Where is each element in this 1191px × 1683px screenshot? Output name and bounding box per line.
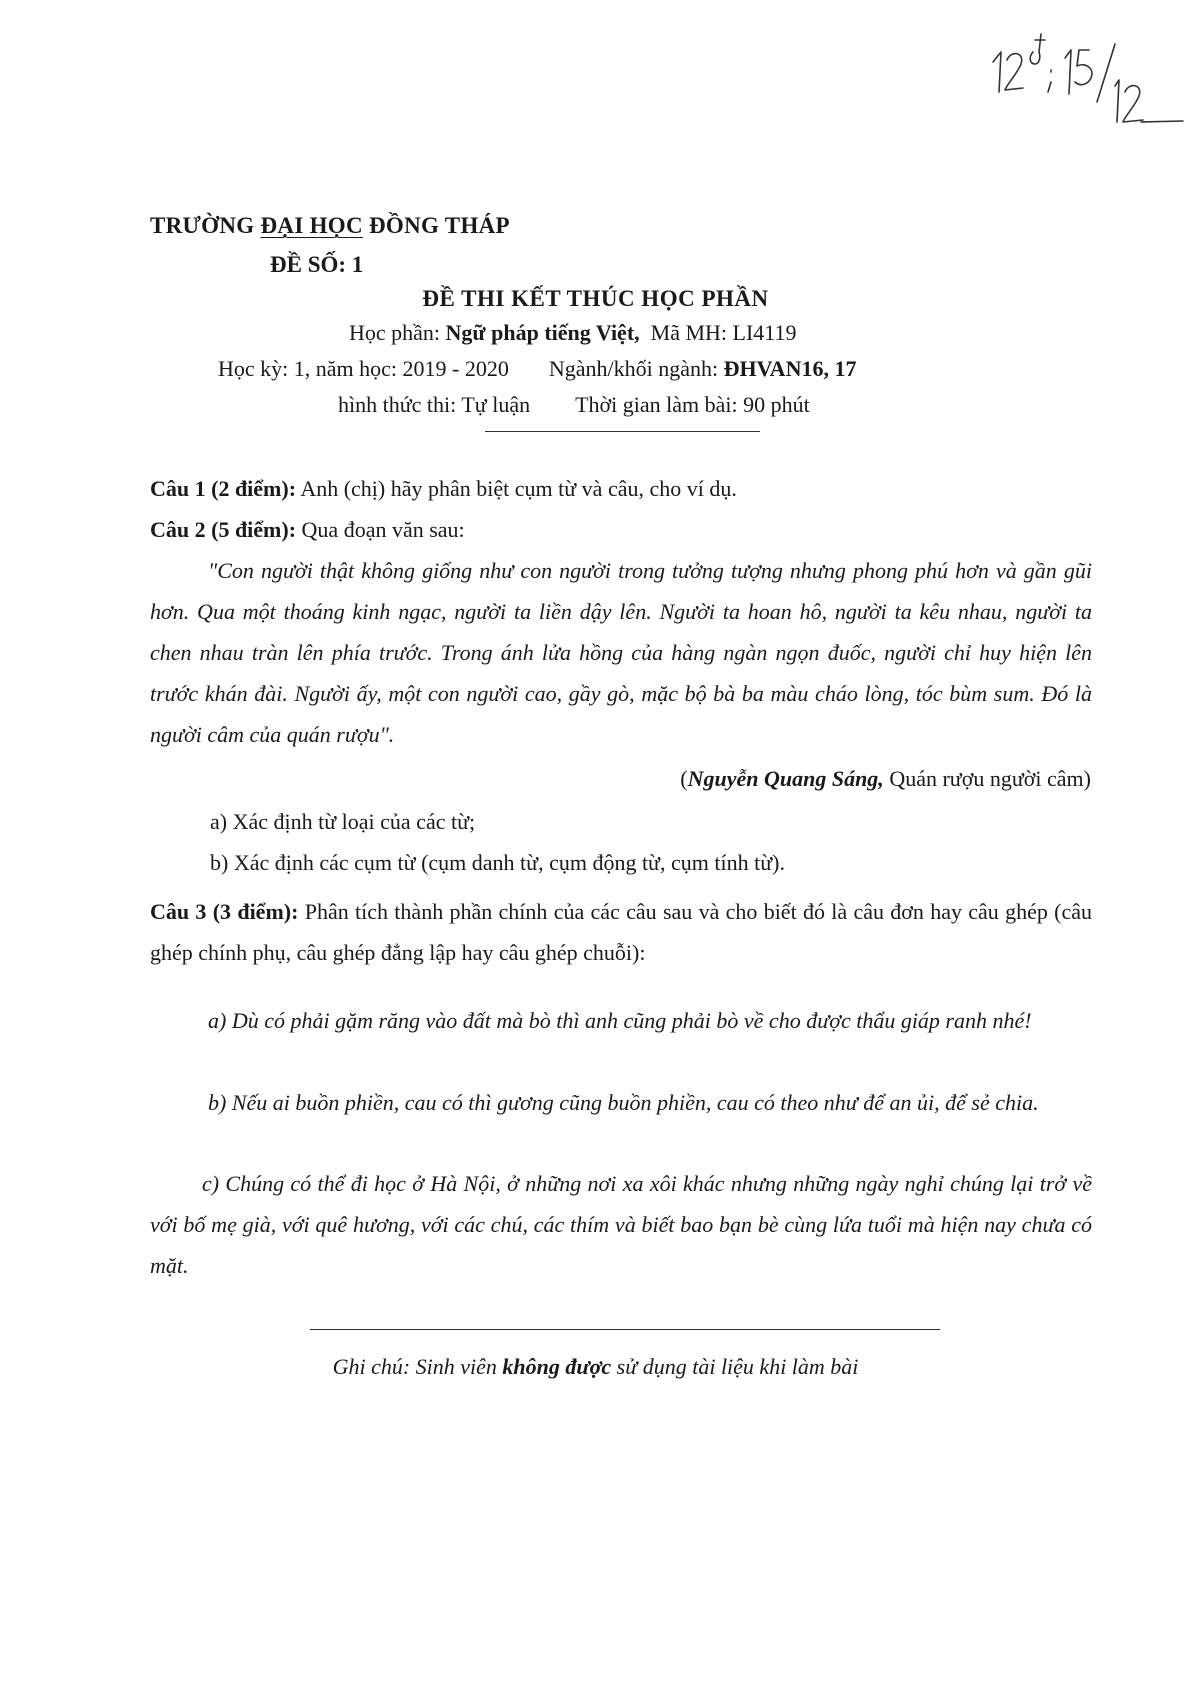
question-2a: a) Xác định từ loại của các từ; bbox=[210, 809, 476, 834]
footer-note: Ghi chú: Sinh viên không được sử dụng tài liệu khi làm bài bbox=[332, 1354, 859, 1379]
question-1: Câu 1 (2 điểm): Anh (chị) hãy phân biệt cụm từ và câu, cho ví dụ. bbox=[150, 476, 737, 501]
course-info: Học phần: Ngữ pháp tiếng Việt, Mã MH: LI4119 bbox=[349, 320, 797, 345]
header-divider bbox=[485, 431, 760, 432]
school-name: TRƯỜNG ĐẠI HỌC ĐỒNG THÁP bbox=[150, 213, 510, 238]
exam-number: ĐỀ SỐ: 1 bbox=[270, 252, 364, 277]
question-2-passage: "Con người thật không giống như con người trong tưởng tượng nhưng phong phú hơn và gần gũi hơn. Qua một thoáng kinh ngạc, người ta liền dậy lên. Người ta hoan hô, người ta kêu nhau, người ta chen nhau tràn lên phía trước. Trong ánh lửa hồng của hàng ngàn ngọn đuốc, người chỉ huy hiện lên trước khán đài. Người ấy, một con người cao, gầy gò, mặc bộ bà ba màu cháo lòng, tóc bùm sum. Đó là người câm của quán rượu". bbox=[150, 558, 1092, 747]
handwritten-annotation bbox=[985, 22, 1185, 132]
exam-form-info: hình thức thi: Tự luận Thời gian làm bài: 90 phút bbox=[338, 392, 810, 417]
exam-title: ĐỀ THI KẾT THÚC HỌC PHẦN bbox=[422, 286, 769, 311]
question-2: Câu 2 (5 điểm): Qua đoạn văn sau: bbox=[150, 517, 465, 542]
question-3: Câu 3 (3 điểm): Phân tích thành phần chính của các câu sau và cho biết đó là câu đơn hay câu ghép (câu ghép chính phụ, câu ghép đẳng lập hay câu ghép chuỗi): bbox=[150, 899, 1092, 965]
question-2b: b) Xác định các cụm từ (cụm danh từ, cụm động từ, cụm tính từ). bbox=[210, 850, 785, 875]
semester-info: Học kỳ: 1, năm học: 2019 - 2020 Ngành/khối ngành: ĐHVAN16, 17 bbox=[218, 356, 857, 381]
footer-divider bbox=[310, 1329, 940, 1330]
passage-source: (Nguyễn Quang Sáng, Quán rượu người câm) bbox=[680, 766, 1091, 791]
question-3c: c) Chúng có thể đi học ở Hà Nội, ở những nơi xa xôi khác nhưng những ngày nghỉ chúng lại trở về với bố mẹ già, với quê hương, với các chú, các thím và biết bao bạn bè cùng lứa tuổi mà hiện nay chưa có mặt. bbox=[150, 1171, 1092, 1278]
question-3a: a) Dù có phải gặm răng vào đất mà bò thì anh cũng phải bò về cho được thẩu giáp ranh nhé! bbox=[208, 1008, 1032, 1033]
question-3b: b) Nếu ai buồn phiền, cau có thì gương cũng buồn phiền, cau có theo như để an ủi, để sẻ chia. bbox=[208, 1090, 1039, 1115]
